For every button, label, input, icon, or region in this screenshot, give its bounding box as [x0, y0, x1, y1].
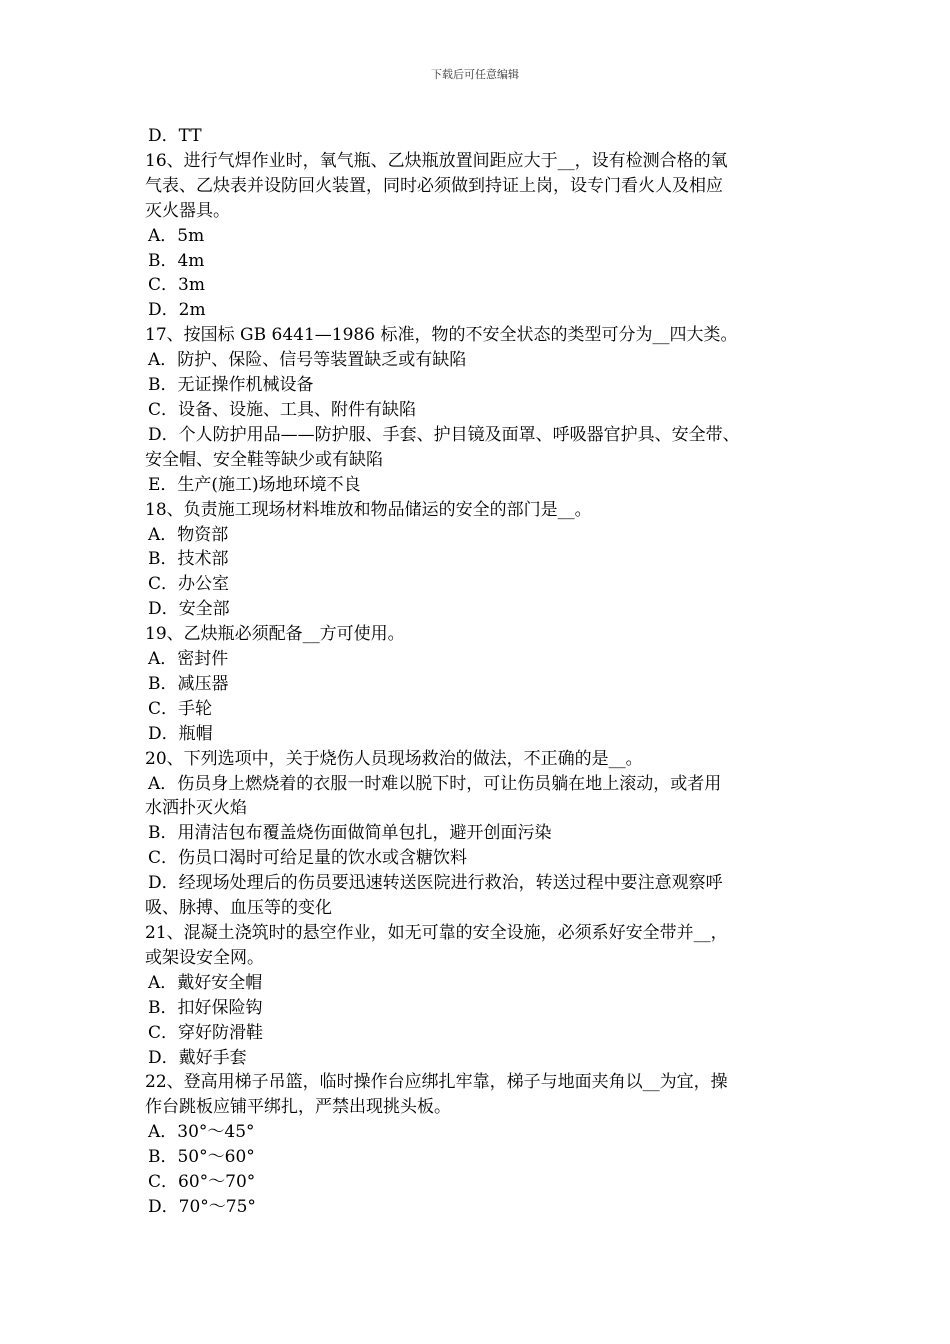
text-line: 作台跳板应铺平绑扎，严禁出现挑头板。	[145, 1097, 451, 1118]
option-line: B．4m	[148, 250, 205, 271]
question-line: 16、进行气焊作业时，氧气瓶、乙炔瓶放置间距应大于__，设有检测合格的氧	[145, 150, 728, 171]
option-line: D．安全部	[148, 599, 230, 620]
option-line: D．TT	[148, 126, 202, 146]
text-line: 气表、乙炔表并设防回火装置，同时必须做到持证上岗，设专门看火人及相应	[145, 175, 723, 196]
option-line: D．瓶帽	[148, 723, 213, 744]
question-line: 19、乙炔瓶必须配备__方可使用。	[145, 624, 405, 645]
text-line: 吸、脉搏、血压等的变化	[145, 898, 332, 919]
option-line: B．扣好保险钩	[148, 997, 263, 1018]
option-line: A．伤员身上燃烧着的衣服一时难以脱下时，可让伤员躺在地上滚动，或者用	[148, 773, 722, 794]
option-line: A．防护、保险、信号等装置缺乏或有缺陷	[148, 350, 467, 371]
option-line: D．经现场处理后的伤员要迅速转送医院进行救治，转送过程中要注意观察呼	[148, 873, 723, 894]
question-line: 17、按国标 GB 6441—1986 标准，物的不安全状态的类型可分为__四大类。	[145, 325, 738, 346]
text-line: 水洒扑灭火焰	[145, 798, 247, 819]
text-line: 安全帽、安全鞋等缺少或有缺陷	[145, 449, 383, 470]
text-line: 或架设安全网。	[145, 947, 264, 968]
option-line: C．设备、设施、工具、附件有缺陷	[148, 399, 417, 420]
page-header: 下载后可任意编辑	[431, 68, 519, 81]
option-line: D．戴好手套	[148, 1047, 247, 1068]
option-line: C．3m	[148, 275, 205, 296]
question-line: 18、负责施工现场材料堆放和物品储运的安全的部门是__。	[145, 499, 592, 520]
option-line: A．5m	[148, 225, 205, 246]
text-line: 灭火器具。	[145, 200, 230, 221]
option-line: B．减压器	[148, 673, 229, 694]
option-line: B．无证操作机械设备	[148, 375, 314, 396]
option-line: B．50°～60°	[148, 1147, 255, 1168]
option-line: A．戴好安全帽	[148, 972, 263, 993]
option-line: B．用清洁包布覆盖烧伤面做简单包扎，避开创面污染	[148, 823, 552, 844]
option-line: E．生产(施工)场地环境不良	[148, 474, 361, 495]
option-line: D．2m	[148, 300, 206, 321]
option-line: C．60°～70°	[148, 1172, 256, 1193]
option-line: C．穿好防滑鞋	[148, 1022, 264, 1043]
option-line: D．个人防护用品——防护服、手套、护目镜及面罩、呼吸器官护具、安全带、	[148, 424, 740, 445]
option-line: C．手轮	[148, 698, 213, 719]
option-line: A．30°～45°	[148, 1122, 255, 1143]
question-line: 22、登高用梯子吊篮，临时操作台应绑扎牢靠，梯子与地面夹角以__为宜，操	[145, 1072, 728, 1093]
option-line: D．70°～75°	[148, 1196, 256, 1217]
option-line: B．技术部	[148, 549, 229, 570]
question-line: 20、下列选项中，关于烧伤人员现场救治的做法，不正确的是__。	[145, 748, 643, 769]
option-line: C．伤员口渴时可给足量的饮水或含糖饮料	[148, 848, 468, 869]
option-line: A．物资部	[148, 524, 229, 545]
option-line: C．办公室	[148, 574, 230, 595]
question-line: 21、混凝土浇筑时的悬空作业，如无可靠的安全设施，必须系好安全带并__，	[145, 923, 728, 943]
document-body	[145, 124, 817, 1220]
option-line: A．密封件	[148, 649, 229, 670]
